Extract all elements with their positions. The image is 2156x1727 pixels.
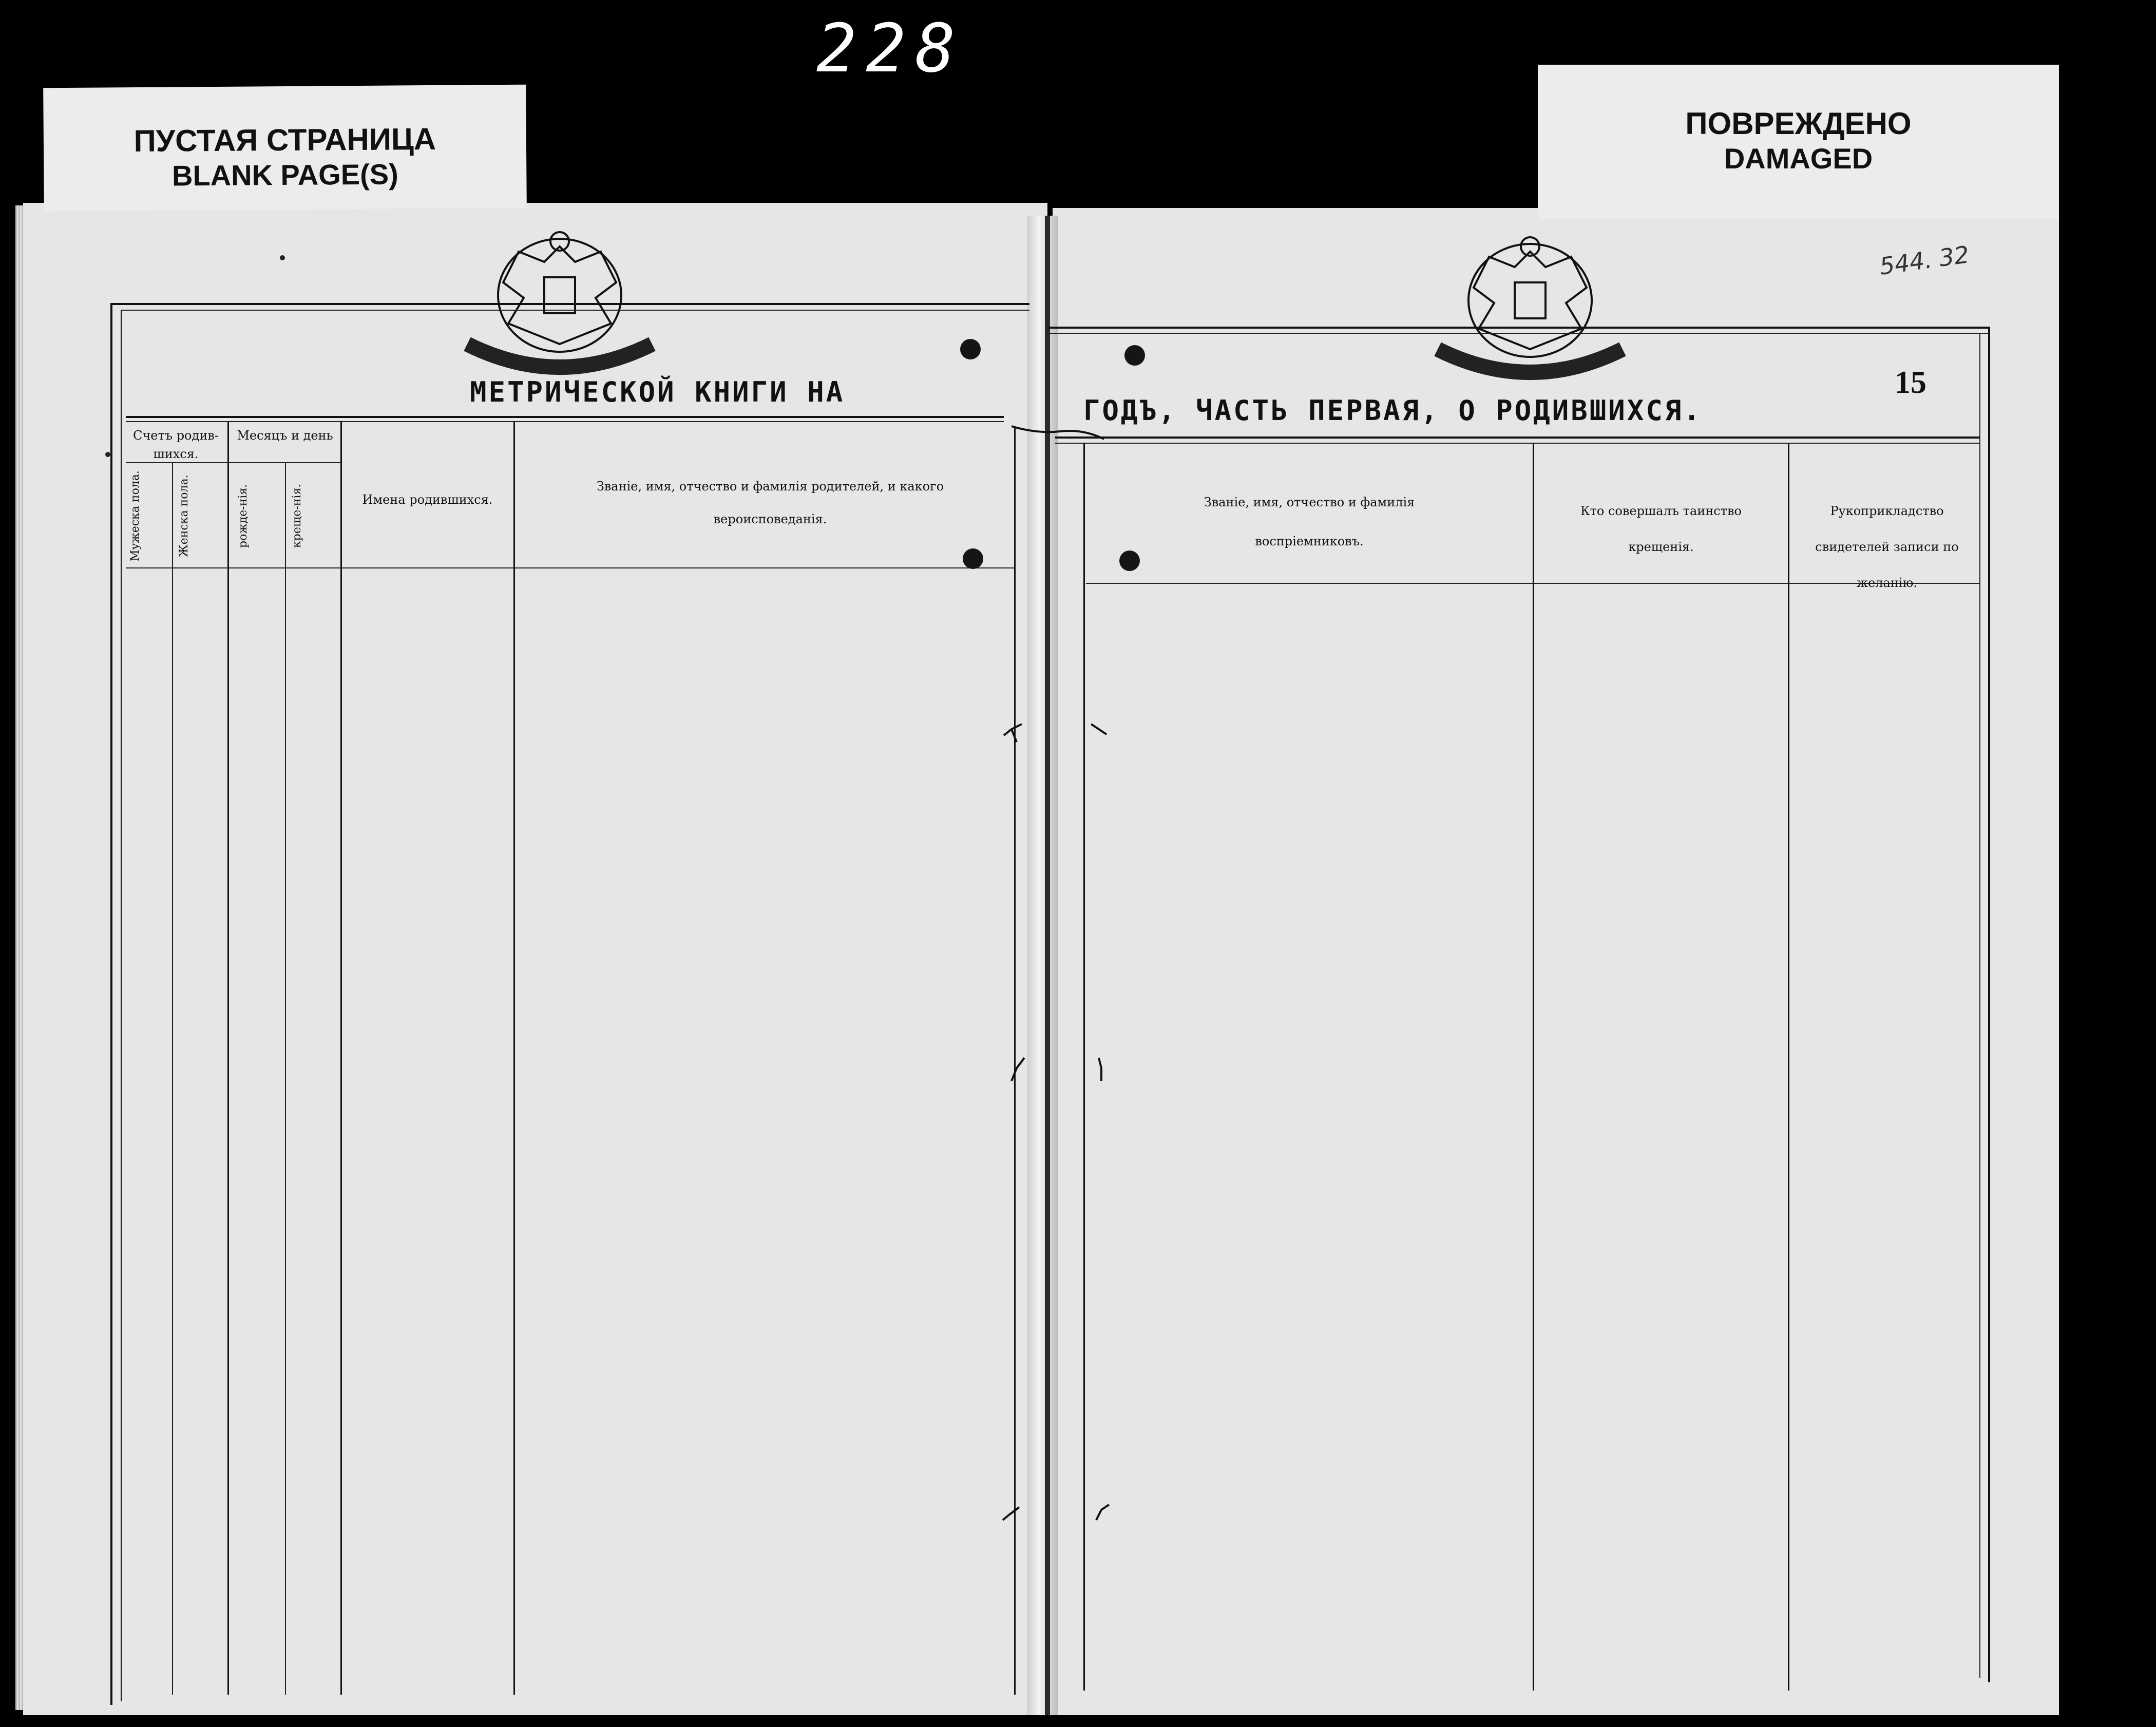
header-priest: Кто совершалъ таинство крещенія. [1580, 504, 1742, 554]
frame-number: 228 [816, 9, 965, 87]
damaged-label [1538, 65, 2059, 219]
blank-page-label-ru: ПУСТАЯ СТРАНИЦА [133, 121, 436, 159]
col-divider [513, 421, 515, 1695]
left-frame-inner [121, 310, 122, 1701]
header-baptism: креще-нія. [291, 484, 303, 548]
header-count-group: Счетъ родив-шихся. [133, 428, 219, 461]
col-divider [172, 462, 173, 1695]
col-divider [227, 421, 229, 1695]
header-birth: рожде-нія. [237, 484, 250, 548]
right-frame-border [1988, 327, 1990, 1682]
ink-dot [105, 452, 110, 457]
page-number: 15 [1895, 365, 1926, 400]
binding-hole [960, 339, 981, 359]
col-divider [1533, 443, 1534, 1691]
binding-thread [996, 411, 1119, 1541]
ink-dot [280, 255, 285, 260]
header-witnesses: Рукоприкладство свидетелей записи по желанію. [1815, 504, 1959, 590]
group-rule [229, 462, 340, 463]
right-top-rule-thin [1047, 333, 1990, 334]
header-names: Имена родившихся. [362, 492, 493, 507]
left-top-rule [110, 303, 1029, 305]
binding-hole [1119, 551, 1140, 571]
damaged-label-ru: ПОВРЕЖДЕНО [1685, 106, 1912, 141]
right-page [1053, 208, 2059, 1715]
blank-page-label-en: BLANK PAGE(S) [171, 158, 398, 192]
header-female: Женска пола. [178, 475, 190, 558]
right-header-top-rule [1055, 437, 1979, 439]
left-header-bottom-rule [126, 567, 1014, 568]
damaged-label-en: DAMAGED [1724, 142, 1873, 175]
left-frame-border [110, 303, 112, 1705]
col-divider [340, 421, 342, 1695]
right-header-top-rule-thin [1055, 443, 1979, 444]
header-male: Мужеска пола. [129, 470, 142, 562]
right-page-title: ГОДЪ, ЧАСТЬ ПЕРВАЯ, О РОДИВШИХСЯ. [1083, 394, 1702, 427]
blank-page-label [43, 85, 527, 212]
imperial-eagle-emblem-left [457, 221, 662, 390]
header-parents: Званіе, имя, отчество и фамилія родителей, и какого вероисповеданія. [596, 479, 944, 526]
binding-hole [1124, 345, 1145, 366]
col-divider [1788, 443, 1789, 1691]
left-header-top-rule-thin [126, 421, 1004, 422]
binding-hole [963, 548, 983, 569]
header-godparents: Званіе, имя, отчество и фамилія воспріемниковъ. [1204, 495, 1415, 548]
col-divider [285, 462, 286, 1695]
right-top-rule [1047, 327, 1990, 329]
handwritten-note: 544. 32 [1878, 240, 1971, 280]
left-top-rule-thin [121, 310, 1029, 311]
left-page-title: МЕТРИЧЕСКОЙ КНИГИ НА [470, 376, 845, 408]
imperial-eagle-emblem-right [1427, 226, 1633, 395]
header-month-group: Месяцъ и день [237, 428, 333, 443]
left-header-top-rule [126, 416, 1004, 418]
